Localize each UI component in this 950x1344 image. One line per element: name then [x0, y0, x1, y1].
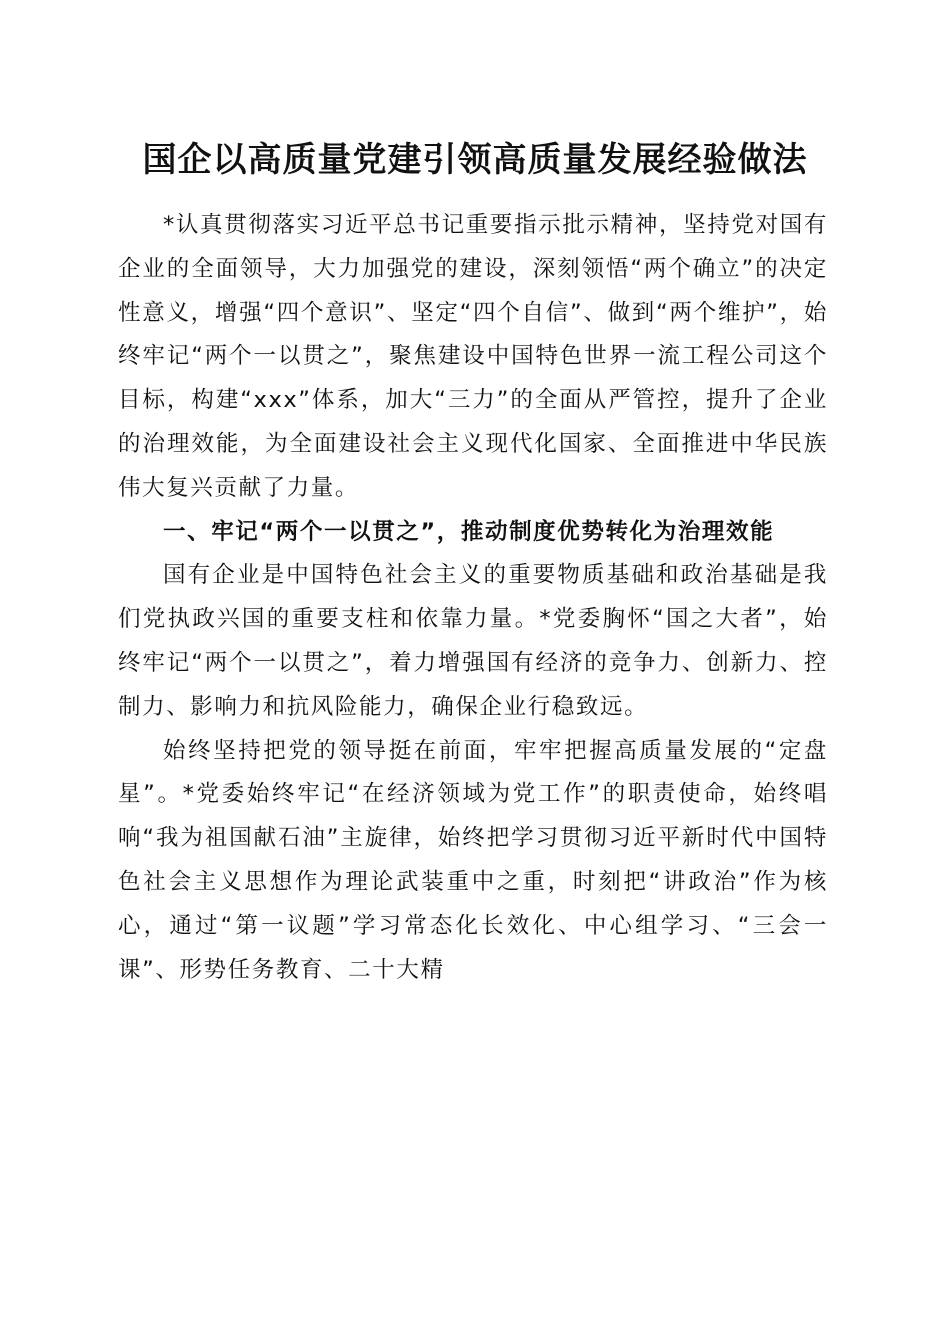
- document-title: 国企以高质量党建引领高质量发展经验做法: [142, 140, 808, 180]
- body-paragraph: 始终坚持把党的领导挺在前面，牢牢把握高质量发展的“定盘星”。*党委始终牢记“在经济领域为党工作”的职责使命，始终唱响“我为祖国献石油”主旋律，始终把学习贯彻习近平新时代中国特色社会主义思想作为理论武装重中之重，时刻把“讲政治”作为核心，通过“第一议题”学习常态化长效化、中心组学习、“三会一课”、形势任务教育、二十大精: [118, 737, 828, 983]
- intro-paragraph: *认真贯彻落实习近平总书记重要指示批示精神，坚持党对国有企业的全面领导，大力加强党的建设，深刻领悟“两个确立”的决定性意义，增强“四个意识”、坚定“四个自信”、做到“两个维护”，始终牢记“两个一以贯之”，聚焦建设中国特色世界一流工程公司这个目标，构建“xxx”体系，加大“三力”的全面从严管控，提升了企业的治理效能，为全面建设社会主义现代化国家、全面推进中华民族伟大复兴贡献了力量。: [118, 212, 828, 501]
- section-heading: 一、牢记“两个一以贯之”，推动制度优势转化为治理效能: [163, 518, 775, 545]
- document-body: [118, 204, 828, 992]
- body-paragraph: 国有企业是中国特色社会主义的重要物质基础和政治基础是我们党执政兴国的重要支柱和依靠力量。*党委胸怀“国之大者”，始终牢记“两个一以贯之”，着力增强国有经济的竞争力、创新力、控制力、影响力和抗风险能力，确保企业行稳致远。: [118, 562, 828, 720]
